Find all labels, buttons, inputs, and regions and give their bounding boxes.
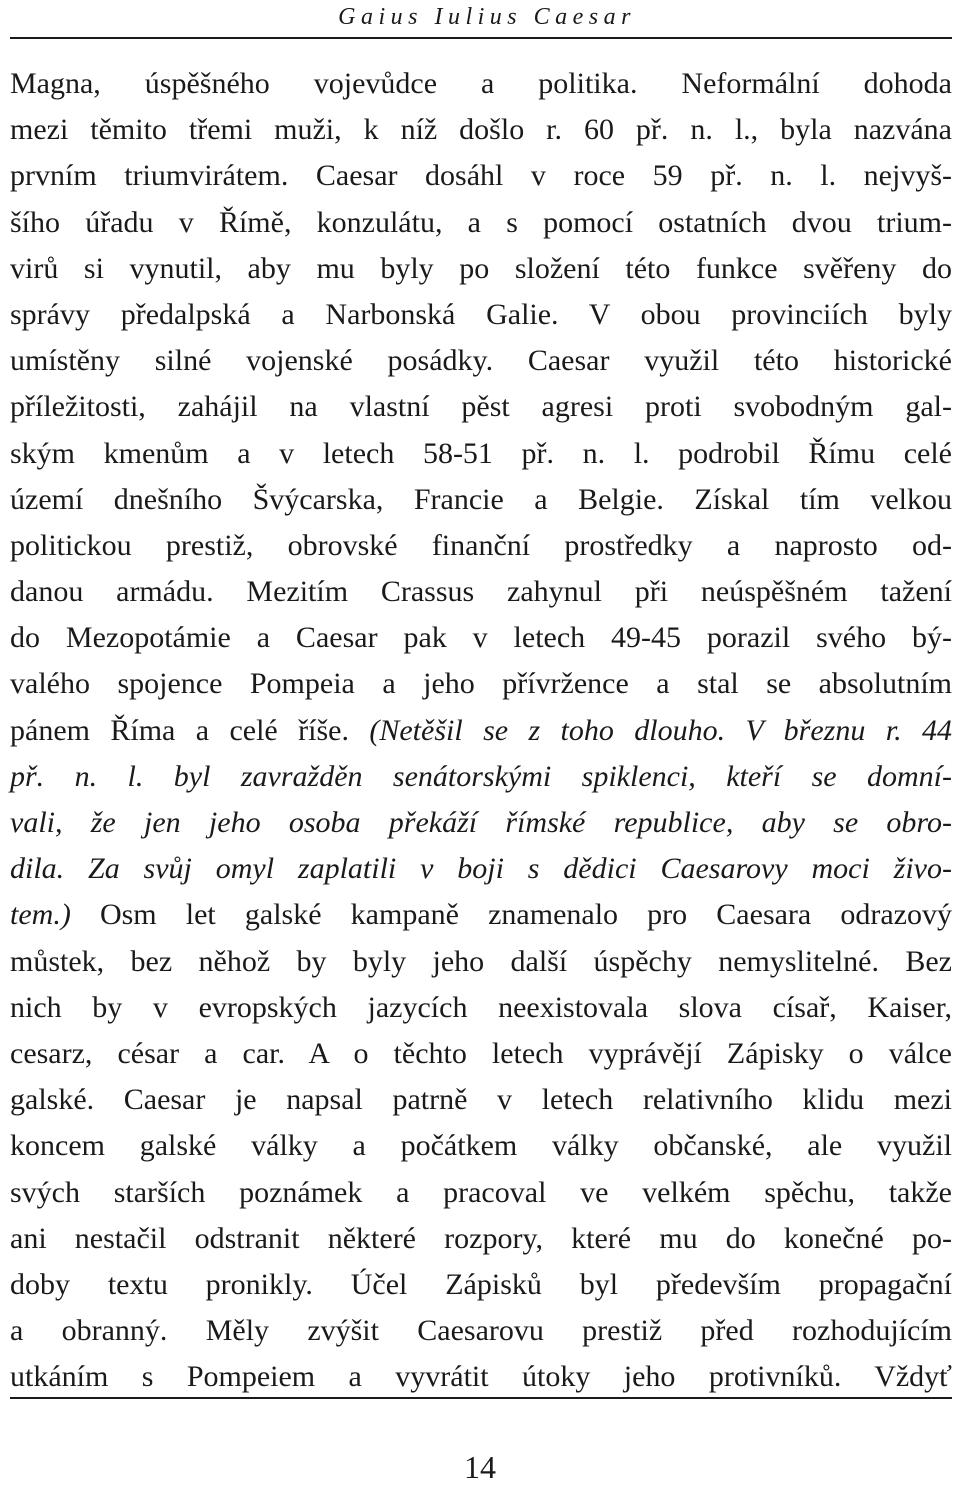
body-text xyxy=(10,61,952,1400)
text-line: území dnešního Švýcarska, Francie a Belgie. Získal tím velkou xyxy=(10,482,952,516)
text-line xyxy=(10,892,952,938)
text-line xyxy=(10,708,952,754)
text-line: umístěny silné vojenské posádky. Caesar využil této historické xyxy=(10,344,952,378)
text-line: utkáním s Pompeiem a vyvrátit útoky jeho protivníků. Vždyť xyxy=(10,1360,952,1394)
italic-segment: dila. Za svůj omyl zaplatili v boji s dědici Caesarovy moci živo- xyxy=(10,852,952,886)
text-line: příležitosti, zahájil na vlastní pěst agresi proti svobodným gal- xyxy=(10,390,952,424)
text-line: mezi těmito třemi muži, k níž došlo r. 60 př. n. l., byla nazvána xyxy=(10,113,952,147)
text-line: a obranný. Měly zvýšit Caesarovu prestiž před rozhodujícím xyxy=(10,1314,952,1348)
text-line xyxy=(10,846,952,892)
text-line: nich by v evropských jazycích neexistovala slova císař, Kaiser, xyxy=(10,990,952,1024)
text-line xyxy=(10,754,952,800)
text-line: svých starších poznámek a pracoval ve velkém spěchu, takže xyxy=(10,1175,952,1209)
footer-rule xyxy=(10,1397,952,1399)
text-segment: Osm let galské kampaně znamenalo pro Caesara odrazový xyxy=(70,898,952,932)
italic-segment: tem.) xyxy=(10,898,71,932)
text-line: Magna, úspěšného vojevůdce a politika. Neformální dohoda xyxy=(10,67,952,100)
text-line xyxy=(10,800,952,846)
text-line: ani nestačil odstranit některé rozpory, které mu do konečné po- xyxy=(10,1221,952,1255)
text-line: cesarz, césar a car. A o těchto letech vyprávějí Zápisky o válce xyxy=(10,1036,952,1070)
text-line: galské. Caesar je napsal patrně v letech relativního klidu mezi xyxy=(10,1083,952,1117)
text-line: doby textu pronikly. Účel Zápisků byl především propagační xyxy=(10,1267,952,1301)
text-line: šího úřadu v Římě, konzulátu, a s pomocí ostatních dvou trium- xyxy=(10,205,952,239)
italic-segment: (Netěšil se z toho dlouho. V březnu r. 44 xyxy=(348,713,952,747)
running-header: Gaius Iulius Caesar xyxy=(338,4,636,30)
page-number: 14 xyxy=(464,1449,496,1485)
italic-segment: př. n. l. byl zavražděn senátorskými spiklenci, kteří se domní- xyxy=(10,759,952,793)
text-line: můstek, bez něhož by byly jeho další úspěchy nemyslitelné. Bez xyxy=(10,944,952,978)
text-line: prvním triumvirátem. Caesar dosáhl v roce 59 př. n. l. nejvyš- xyxy=(10,159,952,193)
text-line: danou armádu. Mezitím Crassus zahynul při neúspěšném tažení xyxy=(10,575,952,609)
italic-segment: vali, že jen jeho osoba překáží římské republice, aby se obro- xyxy=(10,806,952,839)
text-segment: pánem Říma a celé říše. xyxy=(10,713,349,747)
header-rule xyxy=(10,37,952,39)
text-line: koncem galské války a počátkem války občanské, ale využil xyxy=(10,1129,952,1163)
text-line: správy předalpská a Narbonská Galie. V obou provinciích byly xyxy=(10,297,952,331)
text-line: ským kmenům a v letech 58-51 př. n. l. podrobil Římu celé xyxy=(10,436,952,470)
text-line: do Mezopotámie a Caesar pak v letech 49-45 porazil svého bý- xyxy=(10,621,952,655)
text-line: virů si vynutil, aby mu byly po složení této funkce svěřeny do xyxy=(10,251,952,285)
text-line: valého spojence Pompeia a jeho přívržence a stal se absolutním xyxy=(10,667,952,701)
text-line: politickou prestiž, obrovské finanční prostředky a naprosto od- xyxy=(10,528,952,562)
